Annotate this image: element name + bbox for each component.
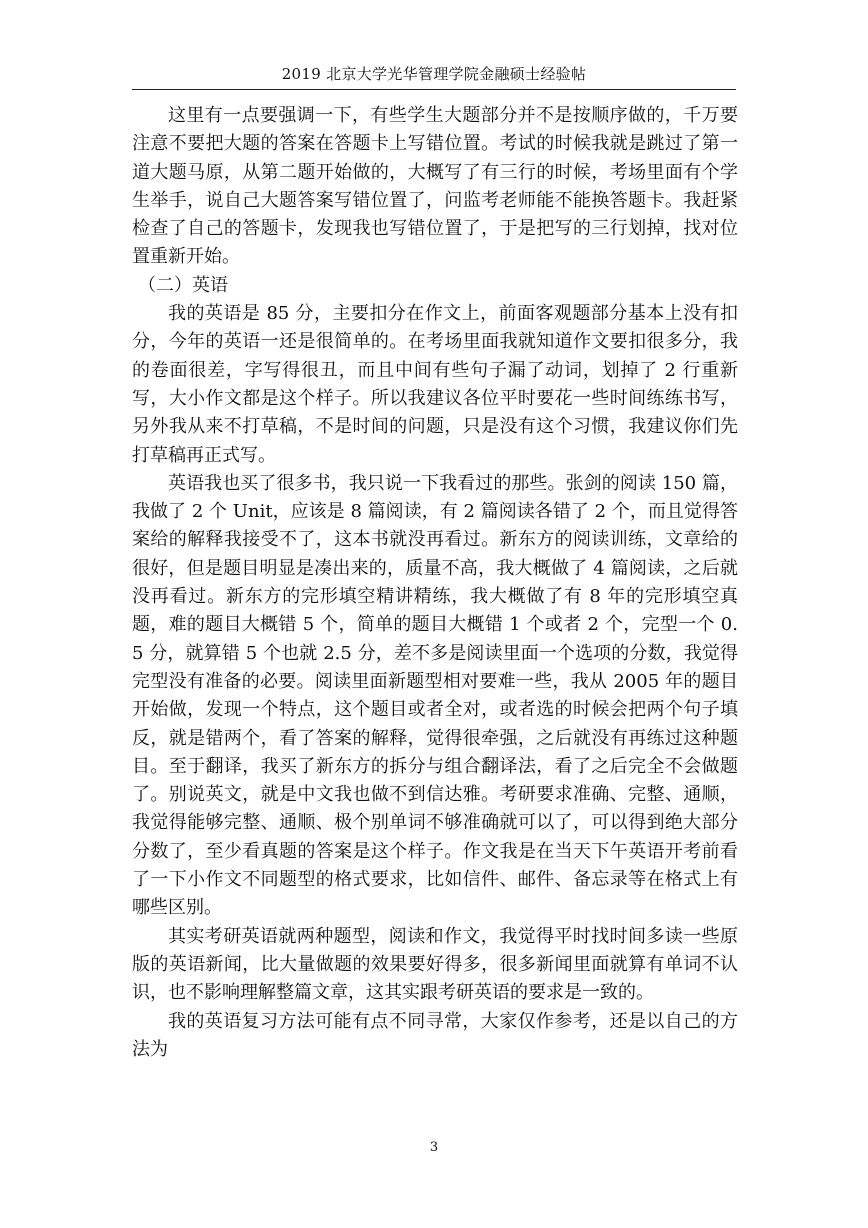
paragraph-english-score: 我的英语是 85 分，主要扣分在作文上，前面客观题部分基本上没有扣分，今年的英语一还是很简单的。在考场里面我就知道作文要扣很多分，我的卷面很差，字写得很丑，而且中间有些句子漏了动词，划掉了 2 行重新写，大小作文都是这个样子。所以我建议各位平时要花一些时间练练书写，另外我从来不打草稿，不是时间的问题，只是没有这个习惯，我建议你们先打草稿再正式写。 — [132, 303, 738, 466]
paragraph-english-method: 我的英语复习方法可能有点不同寻常，大家仅作参考，还是以自己的方法为 — [132, 1010, 738, 1060]
running-header: 2019 北京大学光华管理学院金融硕士经验帖 — [281, 65, 587, 83]
paragraph-answer-sheet-warning: 这里有一点要强调一下，有些学生大题部分并不是按顺序做的，千万要注意不要把大题的答案在答题卡上写错位置。考试的时候我就是跳过了第一道大题马原，从第二题开始做的，大概写了有三行的时候，考场里面有个学生举手，说自己大题答案写错位置了，问监考老师能不能换答题卡。我赶紧检查了自己的答题卡，发现我也写错位置了，于是把写的三行划掉，找对位置重新开始。 — [132, 105, 738, 268]
section-heading-english: （二）英语 — [138, 274, 228, 296]
paragraph-english-question-types: 其实考研英语就两种题型，阅读和作文，我觉得平时找时间多读一些原版的英语新闻，比大量做题的效果要好得多，很多新闻里面就算有单词不认识，也不影响理解整篇文章，这其实跟考研英语的要求是一致的。 — [132, 925, 738, 1004]
header-divider — [132, 89, 736, 90]
document-body — [132, 102, 738, 1064]
paragraph-english-books: 英语我也买了很多书，我只说一下我看过的那些。张剑的阅读 150 篇，我做了 2 个 Unit，应该是 8 篇阅读，有 2 篇阅读各错了 2 个，而且觉得答案给的解释我接受不了，这本书就没再看过。新东方的阅读训练，文章给的很好，但是题目明显是凑出来的，质量不高，我大概做了 4 篇阅读，之后就没再看过。新东方的完形填空精讲精练，我大概做了有 8 年的完形填空真题，难的题目大概错 5 个，简单的题目大概错 1 个或者 2 个，完型一个 0.5 分，就算错 5 个也就 2.5 分，差不多是阅读里面一个选项的分数，我觉得完型没有准备的必要。阅读里面新题型相对要难一些，我从 2005 年的题目开始做，发现一个特点，这个题目或者全对，或者选的时候会把两个句子填反，就是错两个，看了答案的解释，觉得很牵强，之后就没有再练过这种题目。至于翻译，我买了新东方的拆分与组合翻译法，看了之后完全不会做题了。别说英文，就是中文我也做不到信达雅。考研要求准确、完整、通顺，我觉得能够完整、通顺、极个别单词不够准确就可以了，可以得到绝大部分分数了，至少看真题的答案是这个样子。作文我是在当天下午英语开考前看了一下小作文不同题型的格式要求，比如信件、邮件、备忘录等在格式上有哪些区别。 — [132, 472, 738, 919]
page-number: 3 — [429, 1140, 439, 1155]
